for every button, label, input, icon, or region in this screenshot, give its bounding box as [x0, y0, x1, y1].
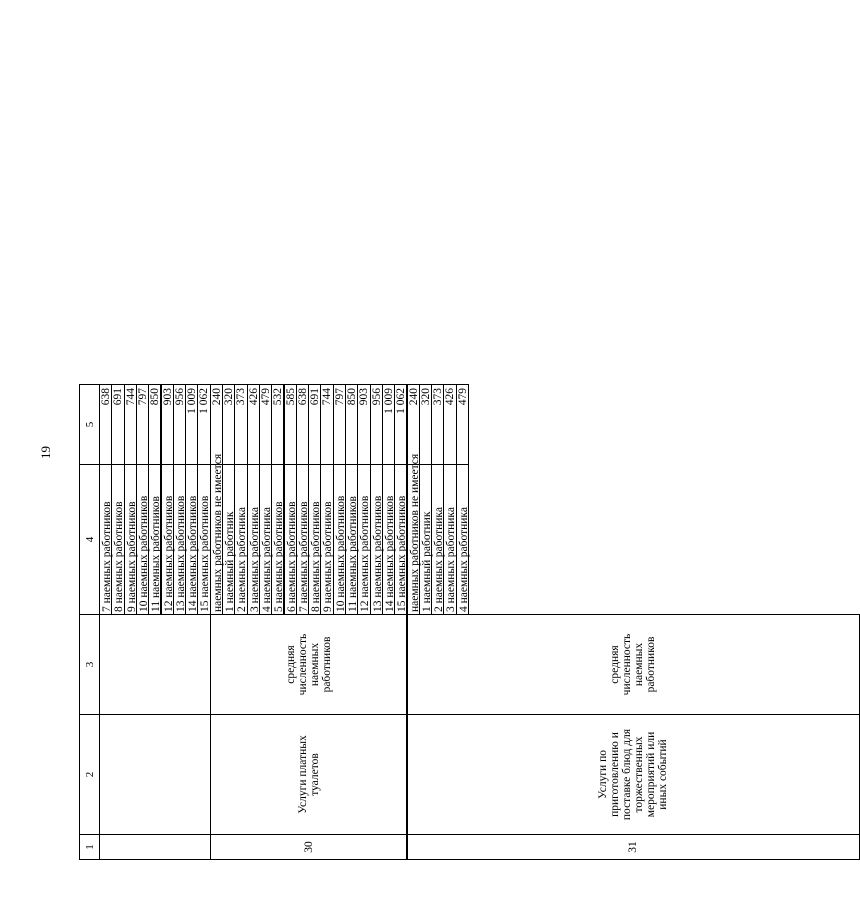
- row-desc: 15 наемных работников: [394, 464, 407, 615]
- row-value: 1 009: [382, 384, 395, 465]
- row-desc: 3 наемных работника: [443, 464, 456, 615]
- row-value: 240: [210, 384, 223, 465]
- page-number: 19: [38, 446, 53, 459]
- row-desc: 1 наемный работник: [222, 464, 235, 615]
- continued-indicator-cell: [99, 614, 211, 715]
- row-value: 850: [148, 384, 161, 465]
- row-value: 744: [124, 384, 137, 465]
- row-value: 479: [456, 384, 469, 465]
- row-desc: 4 наемных работника: [456, 464, 469, 615]
- row-desc: 10 наемных работников: [333, 464, 346, 615]
- row-value: 1 009: [185, 384, 198, 465]
- row-value: 320: [419, 384, 432, 465]
- row-value: 903: [357, 384, 370, 465]
- row-desc: 3 наемных работника: [247, 464, 260, 615]
- activity-number: 31: [407, 834, 860, 860]
- header-cell: 5: [79, 384, 100, 465]
- row-desc: 12 наемных работников: [357, 464, 370, 615]
- row-value: 797: [136, 384, 149, 465]
- row-value: 850: [345, 384, 358, 465]
- row-value: 320: [222, 384, 235, 465]
- activity-number: 30: [210, 834, 408, 860]
- row-value: 956: [370, 384, 383, 465]
- row-value: 373: [234, 384, 247, 465]
- physical-indicator: средняя численность наемных работников: [210, 614, 408, 715]
- row-desc: 11 наемных работников: [148, 464, 161, 615]
- row-desc: 6 наемных работников: [284, 464, 297, 615]
- row-value: 479: [259, 384, 272, 465]
- physical-indicator: средняя численность наемных работников: [407, 614, 860, 715]
- row-desc: 13 наемных работников: [173, 464, 186, 615]
- row-value: 373: [431, 384, 444, 465]
- row-desc: 8 наемных работников: [111, 464, 124, 615]
- row-desc: 7 наемных работников: [296, 464, 309, 615]
- row-value: 903: [161, 384, 174, 465]
- row-desc: 14 наемных работников: [185, 464, 198, 615]
- row-desc: 2 наемных работника: [234, 464, 247, 615]
- row-desc: 9 наемных работников: [320, 464, 333, 615]
- continued-name-cell: [99, 714, 211, 835]
- row-value: 797: [333, 384, 346, 465]
- row-desc: 1 наемный работник: [419, 464, 432, 615]
- row-desc: 11 наемных работников: [345, 464, 358, 615]
- row-value: 240: [407, 384, 420, 465]
- header-cell: 3: [79, 614, 100, 715]
- continued-num-cell: [99, 834, 211, 860]
- row-value: 691: [111, 384, 124, 465]
- row-value: 585: [284, 384, 297, 465]
- header-cell: 4: [79, 464, 100, 615]
- row-value: 1 062: [394, 384, 407, 465]
- activity-name: Услуги платных туалетов: [210, 714, 408, 835]
- row-desc: 10 наемных работников: [136, 464, 149, 615]
- row-desc: 2 наемных работника: [431, 464, 444, 615]
- header-cell: 2: [79, 714, 100, 835]
- row-desc: 7 наемных работников: [99, 464, 112, 615]
- row-desc: 9 наемных работников: [124, 464, 137, 615]
- activity-name: Услуги по приготовлению и поставке блюд для торжественных мероприятий или иных событий: [407, 714, 860, 835]
- row-desc: 8 наемных работников: [308, 464, 321, 615]
- row-value: 744: [320, 384, 333, 465]
- tariff-table: [79, 80, 670, 860]
- row-desc: наемных работников не имеется: [407, 464, 420, 615]
- row-value: 426: [247, 384, 260, 465]
- row-desc: 14 наемных работников: [382, 464, 395, 615]
- row-value: 532: [271, 384, 284, 465]
- row-value: 638: [296, 384, 309, 465]
- row-value: 426: [443, 384, 456, 465]
- row-value: 956: [173, 384, 186, 465]
- row-value: 638: [99, 384, 112, 465]
- row-value: 1 062: [197, 384, 210, 465]
- row-desc: наемных работников не имеется: [210, 464, 223, 615]
- row-desc: 12 наемных работников: [161, 464, 174, 615]
- header-cell: 1: [79, 834, 100, 860]
- row-value: 691: [308, 384, 321, 465]
- row-desc: 15 наемных работников: [197, 464, 210, 615]
- row-desc: 5 наемных работников: [271, 464, 284, 615]
- row-desc: 13 наемных работников: [370, 464, 383, 615]
- row-desc: 4 наемных работника: [259, 464, 272, 615]
